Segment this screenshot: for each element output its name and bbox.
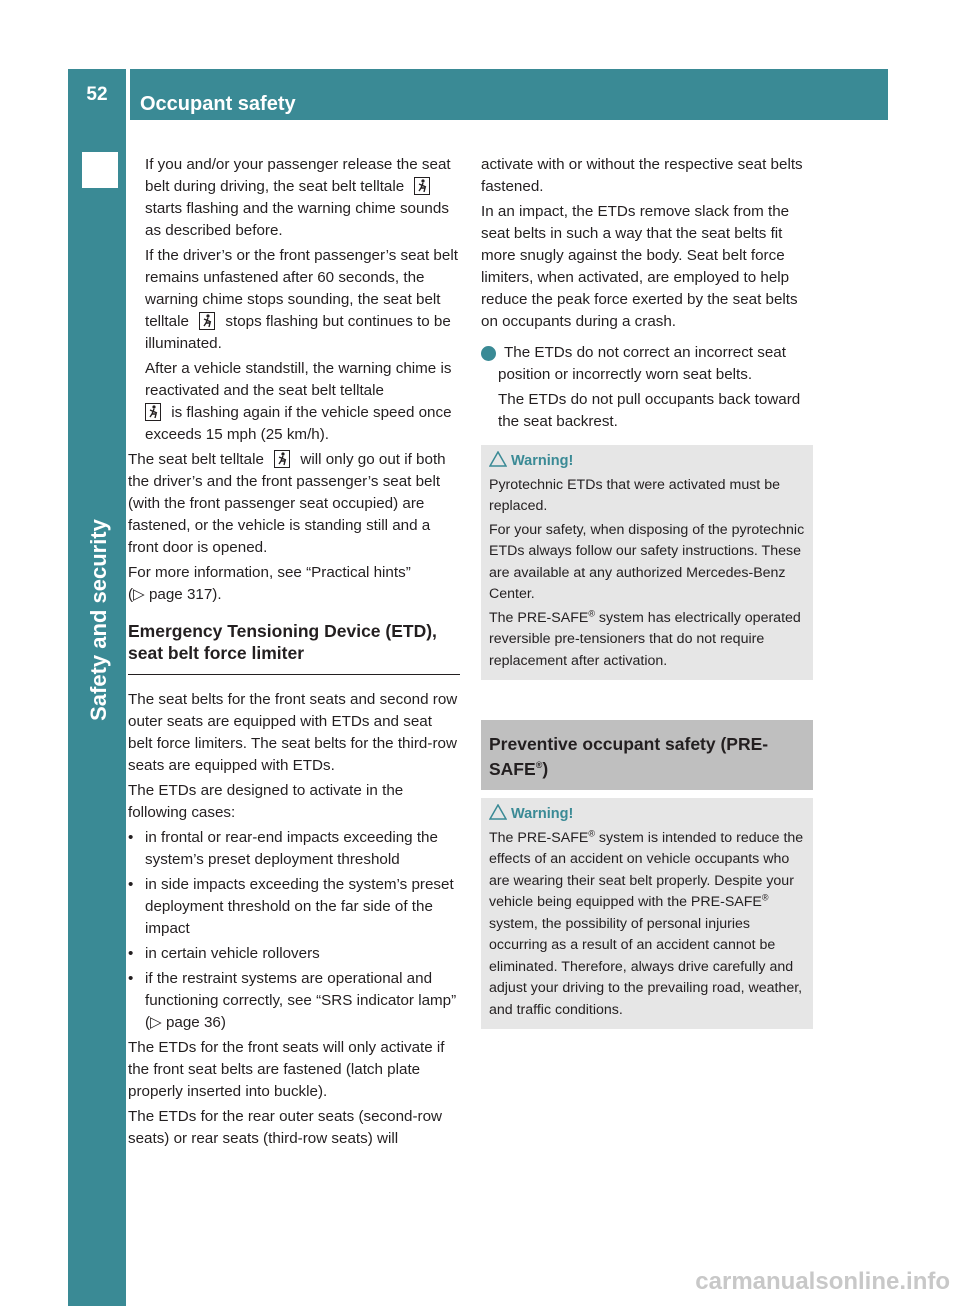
info-icon: i (481, 346, 496, 361)
list-item-text: in side impacts exceeding the system’s preset deployment threshold on the far side of the impact (145, 876, 454, 937)
seat-belt-icon (145, 403, 161, 421)
heading-rule (128, 674, 460, 675)
info-note (478, 342, 813, 386)
text: The ETDs do not correct an incorrect seat position or incorrectly worn seat belts. (498, 344, 786, 383)
header-divider (126, 69, 130, 120)
paragraph: The ETDs are designed to activate in the following cases: (128, 782, 404, 821)
paragraph (128, 562, 460, 606)
page-reference-link[interactable]: (▷ page 317). (128, 586, 222, 603)
list-item-text: in certain vehicle rollovers (145, 945, 320, 962)
side-tab-label: Safety and security (86, 519, 111, 721)
paragraph (128, 449, 460, 559)
text: If the driver’s or the front passenger’s seat belt remains unfastened after 60 seconds, the warning chime stops sounding, the seat belt telltale (145, 247, 458, 330)
seat-belt-icon (199, 312, 215, 330)
list-item: • if the restraint systems are operational and functioning correctly, see “SRS indicator lamp” (▷ page 36) (128, 970, 457, 1031)
text: If you and/or your passenger release the seat belt during driving, the seat belt telltale (145, 156, 451, 195)
seat-belt-icon (274, 450, 290, 468)
side-tab-marker (82, 152, 118, 188)
warning-text: The PRE-SAFE® system has electrically operated reversible pre-tensioners that do not require replacement after activation. (489, 607, 801, 669)
section-heading: Preventive occupant safety (PRE-SAFE (489, 734, 769, 779)
warning-title: Warning! (511, 453, 574, 469)
text: After a vehicle standstill, the warning chime is reactivated and the seat belt telltale (145, 360, 452, 399)
list-item-text: if the restraint systems are operational and functioning correctly, see “SRS indicator lamp” (▷ page 36) (145, 970, 457, 1031)
warning-box (481, 445, 813, 680)
left-column (128, 154, 460, 1153)
list-item: • in frontal or rear-end impacts exceeding the system’s preset deployment threshold (128, 829, 438, 868)
section-heading: Emergency Tensioning Device (ETD), seat belt force limiter (128, 621, 437, 663)
paragraph: The seat belts for the front seats and second row outer seats are equipped with ETDs and seat belt force limiters. The seat belts for the third-row seats are equipped with ETDs. (128, 691, 458, 774)
watermark: carmanualsonline.info (695, 1268, 950, 1295)
warning-title: Warning! (511, 806, 574, 822)
text: For more information, see “Practical hints” (128, 564, 411, 581)
warning-box (481, 798, 813, 1029)
page-number: 52 (86, 84, 108, 105)
section-heading-box: Preventive occupant safety (PRE-SAFE®) (481, 720, 813, 790)
paragraph: activate with or without the respective seat belts fastened. (481, 156, 803, 195)
right-column (478, 154, 813, 1029)
text: The seat belt telltale (128, 451, 264, 468)
text: will only go out if both the driver’s and the front passenger’s seat belt (with the front passenger seat occupied) are fastened, or the vehicle is standing still and a front door is opened. (128, 451, 446, 556)
paragraph: In an impact, the ETDs remove slack from the seat belts in such a way that the seat belts fit more snugly against the body. Seat belt force limiters, when activated, are employed to help reduce the peak force exerted by the seat belts on occupants during a crash. (481, 203, 798, 330)
list-item-text: in frontal or rear-end impacts exceeding the system’s preset deployment threshold (145, 829, 438, 868)
paragraph: The ETDs for the rear outer seats (second-row seats) or rear seats (third-row seats) will (128, 1108, 442, 1147)
paragraph (128, 245, 460, 355)
warning-text: The PRE-SAFE® system is intended to reduce the effects of an accident on vehicle occupants who are wearing their seat belt properly. Despite your vehicle being equipped with the PRE-SAFE® system, the possibility of personal injuries occurring as a result of an accident cannot be eliminated. Therefore, always drive carefully and adjust your driving to the prevailing road, weather, and traffic conditions. (489, 827, 804, 1018)
warning-triangle-icon (489, 804, 507, 820)
seat-belt-icon (414, 177, 430, 195)
warning-triangle-icon (489, 451, 507, 467)
side-tab (68, 120, 126, 1306)
text: stops flashing but continues to be illuminated. (145, 313, 451, 352)
list-item: • in certain vehicle rollovers (128, 945, 320, 962)
text: starts flashing and the warning chime sounds as described before. (145, 200, 449, 239)
info-note-continued: The ETDs do not pull occupants back toward the seat backrest. (498, 391, 801, 430)
paragraph: The ETDs for the front seats will only activate if the front seat belts are fastened (latch plate properly inserted into buckle). (128, 1039, 445, 1100)
warning-text: For your safety, when disposing of the pyrotechnic ETDs always follow our safety instructions. These are available at any authorized Mercedes-Benz Center. (489, 521, 805, 602)
text: is flashing again if the vehicle speed once exceeds 15 mph (25 km/h). (145, 404, 452, 443)
page-title: Occupant safety (140, 93, 296, 115)
warning-text: Pyrotechnic ETDs that were activated must be replaced. (489, 476, 780, 514)
list-item: • in side impacts exceeding the system’s preset deployment threshold on the far side of the impact (128, 876, 454, 937)
paragraph (128, 154, 460, 242)
paragraph (128, 358, 460, 446)
